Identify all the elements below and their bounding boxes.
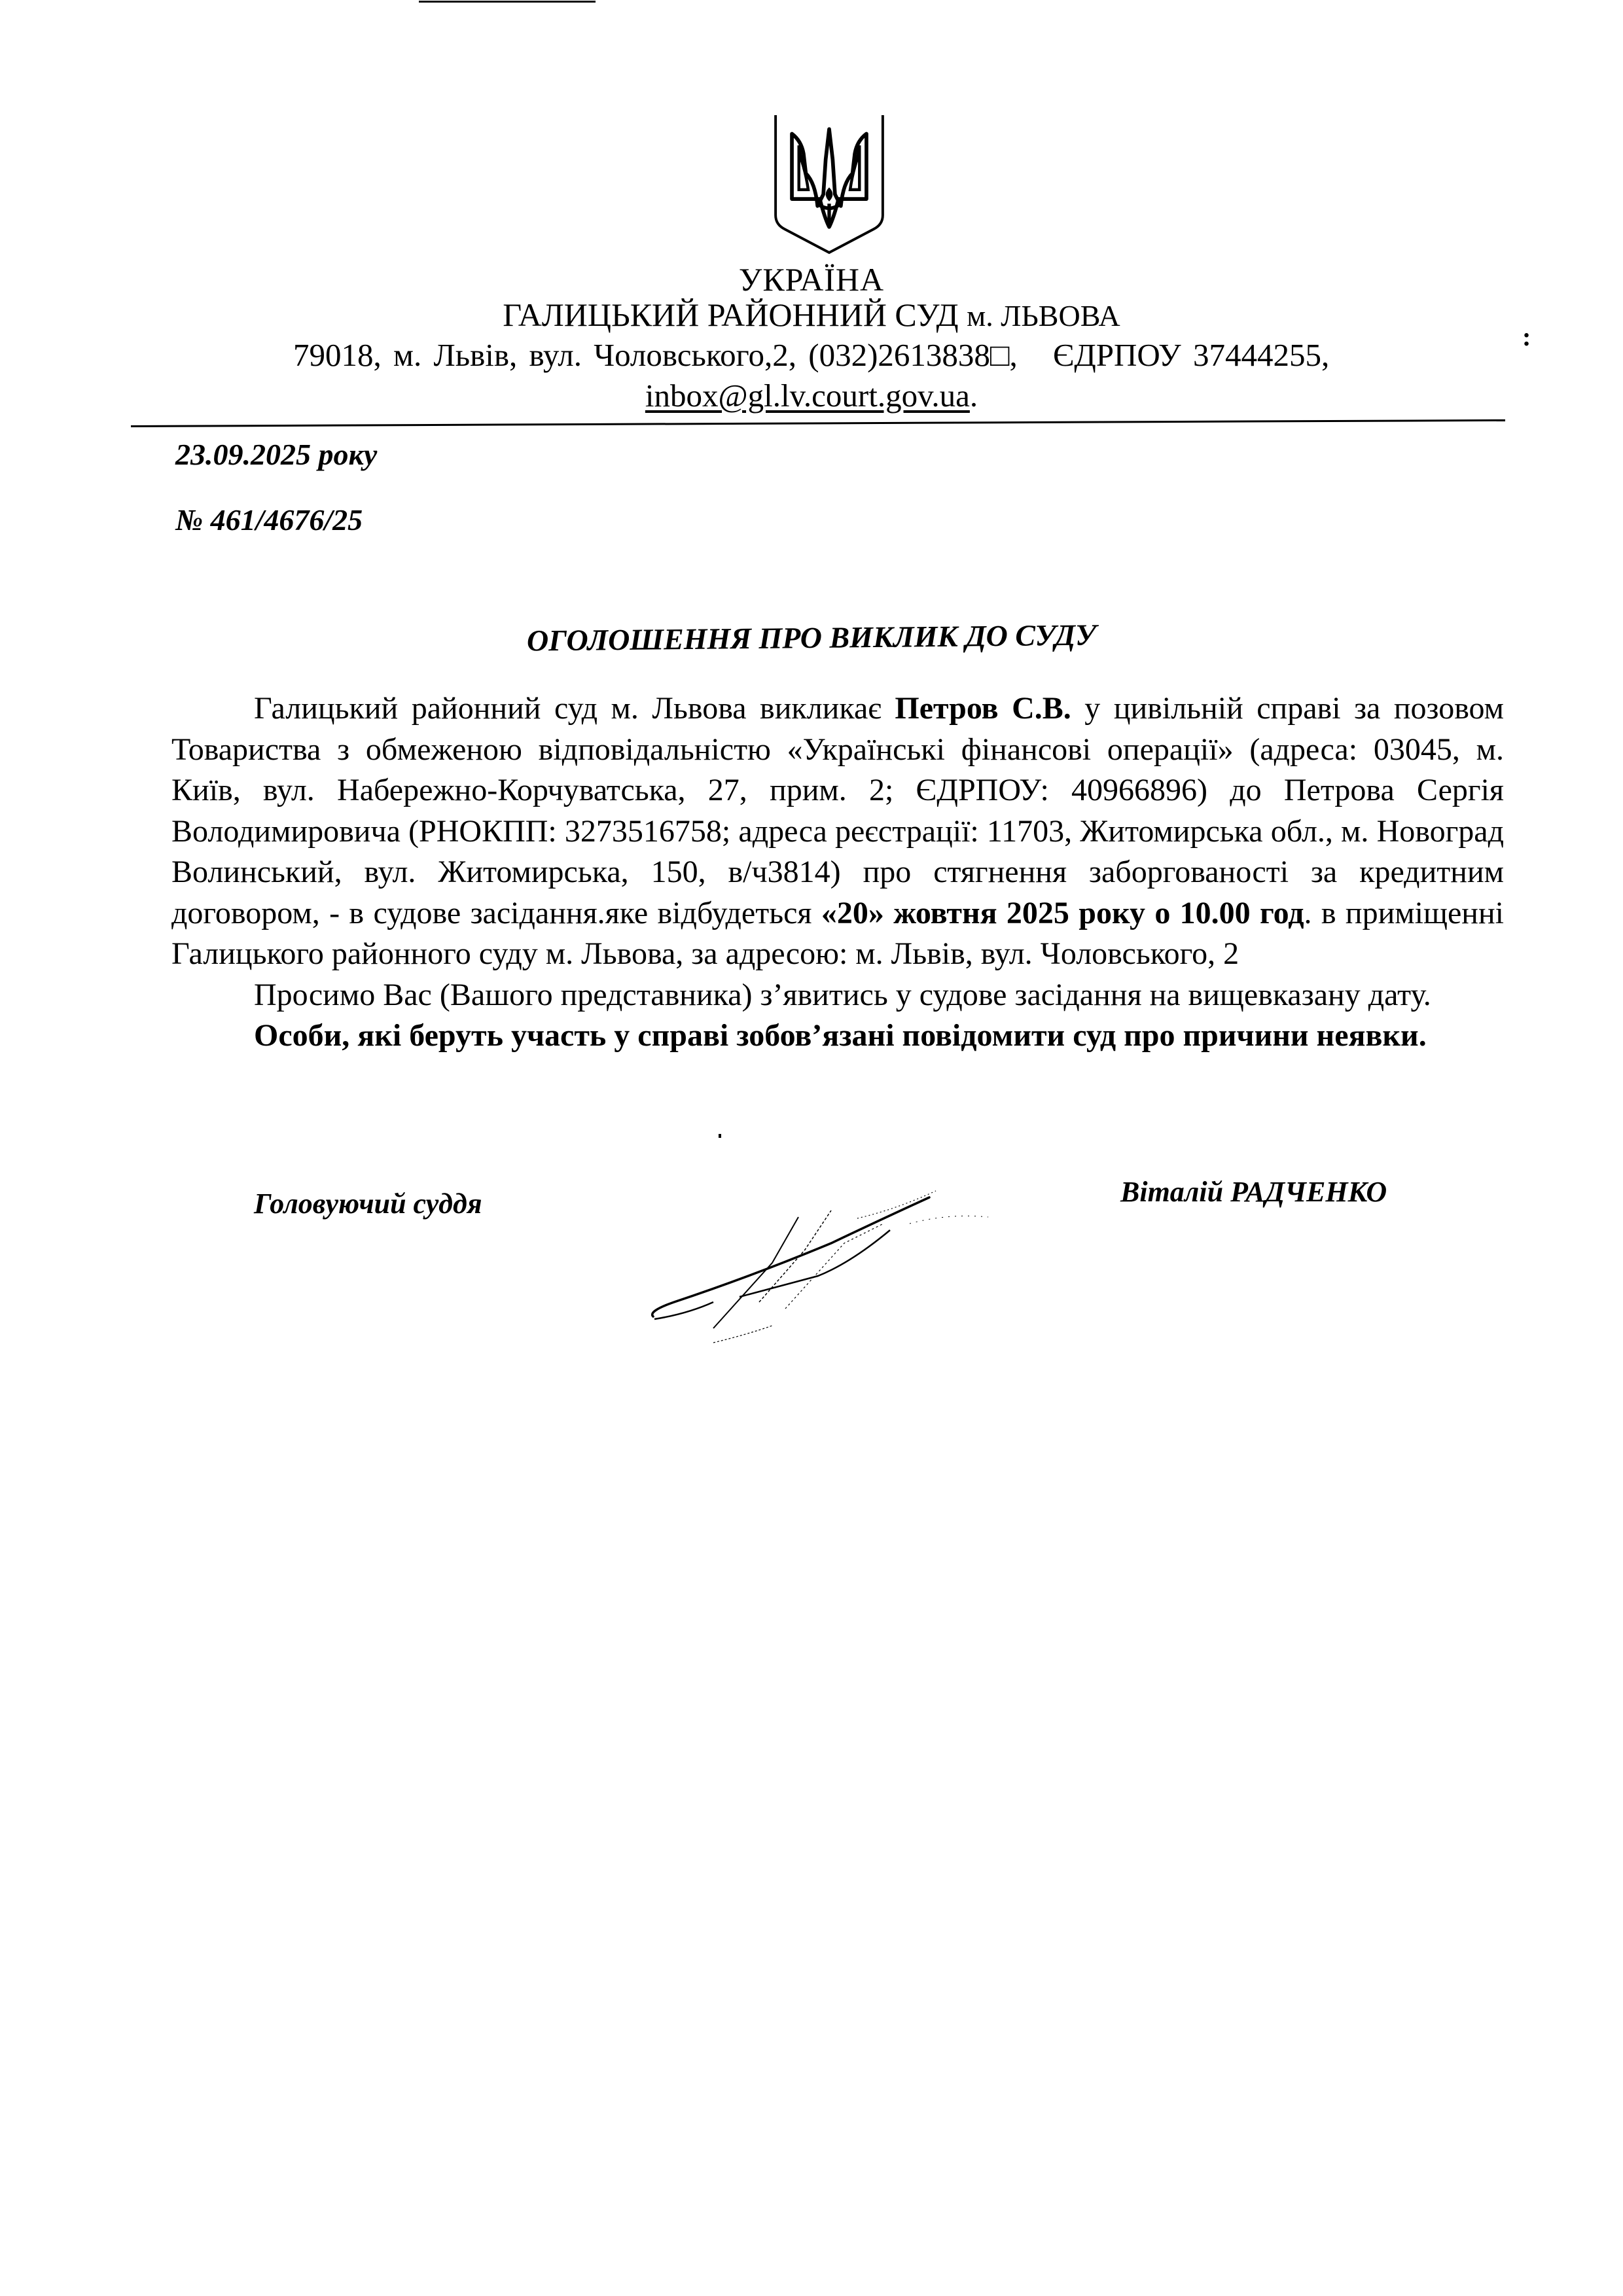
signatory-role: Головуючий суддя [254, 1188, 482, 1220]
court-name-main: ГАЛИЦЬКИЙ РАЙОННИЙ СУД [503, 296, 959, 333]
scan-artifact-mark: : [1522, 322, 1531, 351]
court-address: 79018, м. Львів, вул. Чоловського,2, (032)2613838□, [293, 337, 1018, 373]
document-number: № 461/4676/25 [175, 503, 363, 537]
hearing-location-text: . в приміщенні Галицького районного суду м. Львова, за адресою: м. Львів, вул. Чоловського, 2 [171, 895, 1504, 971]
defendant-short-name: Петров С.В. [895, 691, 1071, 726]
scan-artifact-dot [719, 1134, 721, 1138]
court-name-city: м. ЛЬВОВА [967, 299, 1120, 332]
notice-body [171, 688, 1504, 1057]
document-title: ОГОЛОШЕННЯ ПРО ВИКЛИК ДО СУДУ [526, 618, 1097, 658]
hearing-datetime: «20» жовтня 2025 року о 10.00 год [821, 895, 1304, 930]
court-name [0, 296, 1623, 334]
court-edrpou: ЄДРПОУ 37444255, [1053, 337, 1330, 373]
intro-text: Галицький районний суд м. Львова викликає [254, 691, 895, 726]
email-trailing-dot: . [969, 378, 978, 414]
scan-artifact-line [419, 1, 596, 3]
notice-paragraph-obligation: Особи, які беруть участь у справі зобов’язані повідомити суд про причини неявки. [254, 1018, 1427, 1053]
document-date: 23.09.2025 року [175, 438, 378, 471]
country-heading: УКРАЇНА [738, 261, 885, 298]
notice-paragraph-request: Просимо Вас (Вашого представника) з’явитись у судове засідання на вищевказану дату. [254, 977, 1431, 1012]
handwritten-signature-icon [635, 1171, 1001, 1354]
court-email-link[interactable]: inbox@gl.lv.court.gov.ua [645, 378, 970, 414]
judge-name: Віталій РАДЧЕНКО [1120, 1176, 1387, 1208]
court-contacts [293, 336, 1329, 374]
notice-paragraph-main [171, 688, 1504, 975]
case-details-text: у цивільній справі за позовом Товариства з обмеженою відповідальністю «Українські фінансові операції» (адреса: 03045, м. Київ, вул. Набережно-Корчуватська, 27, прим. 2; ЄДРПОУ: 40966896) до Петрова Сергія Володимировича (РНОКПП: 3273516758; адреса реєстрації: 11703, Житомирська обл., м. Новоград Волинський, вул. Житомирська, 150, в/ч3814) про стягнення заборгованості за кредитним договором, - в судове засідання.яке відбудеться [171, 691, 1505, 930]
coat-of-arms-icon [771, 113, 887, 255]
header-divider [131, 419, 1505, 427]
court-email-line [0, 377, 1623, 414]
